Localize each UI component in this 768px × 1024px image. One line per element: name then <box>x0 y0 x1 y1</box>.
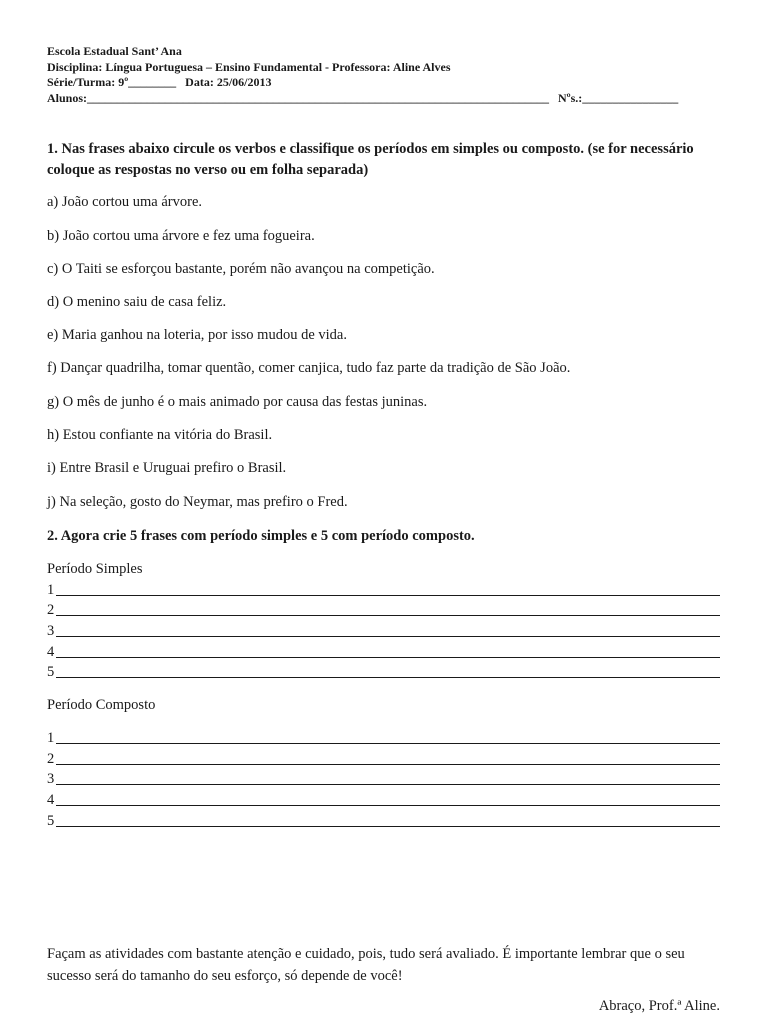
question-1-item-h: h) Estou confiante na vitória do Brasil. <box>47 427 273 443</box>
line-number: 4 <box>47 644 55 660</box>
compound-answer-line[interactable] <box>47 812 720 830</box>
school-name: Escola Estadual Sant’ Ana <box>47 44 182 58</box>
simple-answer-line[interactable] <box>47 601 720 619</box>
writing-rule <box>56 636 720 637</box>
writing-rule <box>56 805 720 806</box>
question-1-item-d: d) O menino saiu de casa feliz. <box>47 294 227 310</box>
simple-period-label: Período Simples <box>47 561 143 577</box>
worksheet-header <box>47 44 747 106</box>
line-number: 2 <box>47 751 55 767</box>
question-1-item-a: a) João cortou uma árvore. <box>47 194 203 210</box>
question-1-title: 1. Nas frases abaixo circule os verbos e classifique os períodos em simples ou composto. (se for necessário coloque as respostas no verso ou em folha separada) <box>47 141 694 178</box>
compound-answer-line[interactable] <box>47 791 720 809</box>
question-1-item-f: f) Dançar quadrilha, tomar quentão, comer canjica, tudo faz parte da tradição de São João. <box>47 360 571 376</box>
writing-rule <box>56 743 720 744</box>
question-1-item-j: j) Na seleção, gosto do Neymar, mas prefiro o Fred. <box>47 494 348 510</box>
compound-answer-line[interactable] <box>47 729 720 747</box>
compound-answer-line[interactable] <box>47 750 720 768</box>
writing-rule <box>56 677 720 678</box>
question-1-item-c: c) O Taiti se esforçou bastante, porém não avançou na competição. <box>47 261 435 277</box>
students-line: Alunos:_____________________________________________________________________________ Nºs.:________________ <box>47 90 679 105</box>
line-number: 3 <box>47 771 55 787</box>
compound-answer-line[interactable] <box>47 770 720 788</box>
line-number: 1 <box>47 730 55 746</box>
writing-rule <box>56 826 720 827</box>
teacher-signature: Abraço, Prof.ª Aline. <box>598 998 720 1014</box>
writing-rule <box>56 595 720 596</box>
writing-rule <box>56 657 720 658</box>
line-number: 5 <box>47 813 55 829</box>
simple-answer-line[interactable] <box>47 663 720 681</box>
writing-rule <box>56 764 720 765</box>
grade-date-line: Série/Turma: 9º________ Data: 25/06/2013 <box>47 75 272 89</box>
simple-answer-line[interactable] <box>47 581 720 599</box>
line-number: 2 <box>47 602 55 618</box>
writing-rule <box>56 615 720 616</box>
discipline-line: Disciplina: Língua Portuguesa – Ensino Fundamental - Professora: Aline Alves <box>47 59 451 74</box>
question-1-item-e: e) Maria ganhou na loteria, por isso mudou de vida. <box>47 327 347 343</box>
line-number: 5 <box>47 664 55 680</box>
simple-answer-line[interactable] <box>47 643 720 661</box>
question-1-item-g: g) O mês de junho é o mais animado por causa das festas juninas. <box>47 394 428 410</box>
compound-period-label: Período Composto <box>47 697 156 713</box>
closing-message: Façam as atividades com bastante atenção e cuidado, pois, tudo será avaliado. É importante lembrar que o seu sucesso será do tamanho do seu esforço, só depende de você! <box>47 946 685 984</box>
writing-rule <box>56 784 720 785</box>
question-1-item-b: b) João cortou uma árvore e fez uma fogueira. <box>47 228 315 244</box>
line-number: 3 <box>47 623 55 639</box>
line-number: 4 <box>47 792 55 808</box>
question-1-item-i: i) Entre Brasil e Uruguai prefiro o Brasil. <box>47 460 287 476</box>
line-number: 1 <box>47 582 55 598</box>
question-2-title: 2. Agora crie 5 frases com período simples e 5 com período composto. <box>47 528 475 544</box>
simple-answer-line[interactable] <box>47 622 720 640</box>
